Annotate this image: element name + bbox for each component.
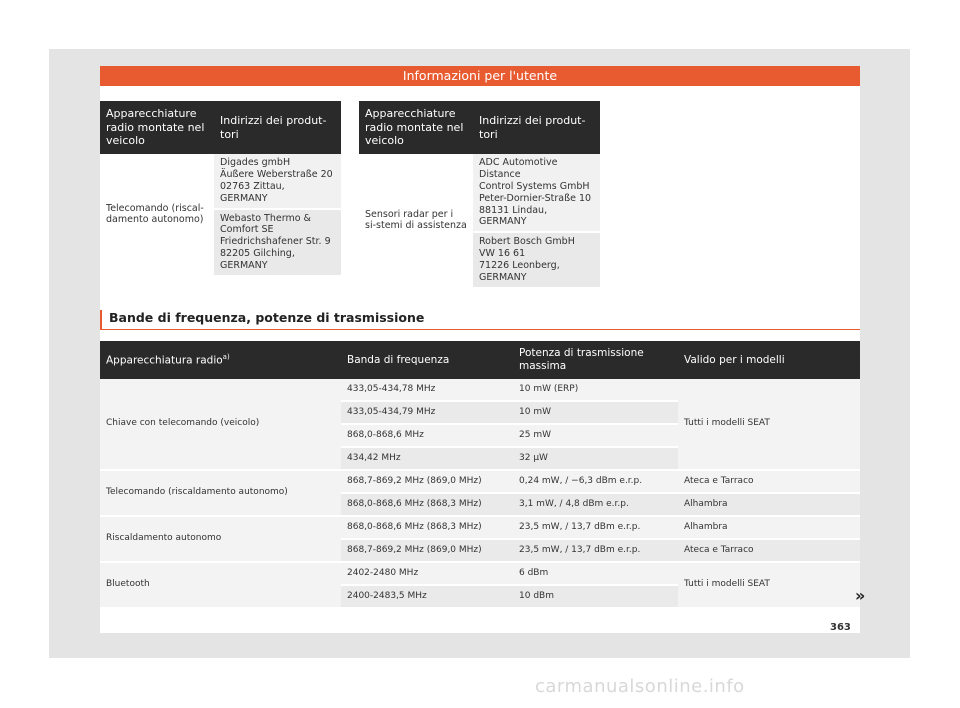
device-cell: Bluetooth <box>100 563 341 609</box>
continue-mark: » <box>855 586 866 605</box>
device-cell: Telecomando (riscaldamento autonomo) <box>100 471 341 517</box>
col-header-band: Banda di frequenza <box>341 341 513 379</box>
device-cell: Chiave con telecomando (veicolo) <box>100 379 341 471</box>
models-cell: Ateca e Tarraco <box>678 471 860 494</box>
col-header-device: Apparecchiature radio montate nel veicolo <box>100 101 214 154</box>
power-cell: 23,5 mW, / 13,7 dBm e.r.p. <box>513 517 678 540</box>
address-cell: Digades gmbH Äußere Weberstraße 20 02763 Zittau, GERMANY <box>214 154 341 210</box>
page-number: 363 <box>830 622 851 633</box>
table-row <box>100 471 860 494</box>
models-cell: Alhambra <box>678 494 860 517</box>
power-cell: 10 mW (ERP) <box>513 379 678 402</box>
table-row <box>100 379 860 402</box>
band-cell: 868,0-868,6 MHz <box>341 425 513 448</box>
section-title: Bande di frequenza, potenze di trasmissione <box>100 310 860 330</box>
col-header-device: Apparecchiature radio montate nel veicolo <box>359 101 473 154</box>
device-cell: Riscaldamento autonomo <box>100 517 341 563</box>
band-cell: 868,7-869,2 MHz (869,0 MHz) <box>341 540 513 563</box>
models-cell: Tutti i modelli SEAT <box>678 379 860 471</box>
band-cell: 868,7-869,2 MHz (869,0 MHz) <box>341 471 513 494</box>
device-cell: Sensori radar per i si-stemi di assistenza <box>359 154 473 289</box>
models-cell: Ateca e Tarraco <box>678 540 860 563</box>
band-cell: 434,42 MHz <box>341 448 513 471</box>
band-cell: 868,0-868,6 MHz (868,3 MHz) <box>341 494 513 517</box>
col-header-address: Indirizzi dei produt-tori <box>473 101 600 154</box>
address-cell: Webasto Thermo & Comfort SE Friedrichshafener Str. 9 82205 Gilching, GERMANY <box>214 210 341 277</box>
address-cell: Robert Bosch GmbH VW 16 61 71226 Leonberg, GERMANY <box>473 233 600 289</box>
band-cell: 2402-2480 MHz <box>341 563 513 586</box>
watermark: carmanualsonline.info <box>535 676 745 697</box>
frequency-table <box>100 341 860 609</box>
col-header-radio-device: Apparecchiatura radio$^{a)}$ <box>100 341 341 379</box>
table-row <box>100 563 860 586</box>
power-cell: 3,1 mW, / 4,8 dBm e.r.p. <box>513 494 678 517</box>
address-cell: ADC Automotive Distance Control Systems GmbH Peter-Dornier-Straße 10 88131 Lindau, GERMANY <box>473 154 600 233</box>
power-cell: 23,5 mW, / 13,7 dBm e.r.p. <box>513 540 678 563</box>
col-header-power: Potenza di trasmissione massima <box>513 341 678 379</box>
power-cell: 6 dBm <box>513 563 678 586</box>
col-header-address: Indirizzi dei produt-tori <box>214 101 341 154</box>
table-row <box>100 517 860 540</box>
power-cell: 10 dBm <box>513 586 678 609</box>
page-header: Informazioni per l'utente <box>100 66 860 86</box>
manufacturers-table-left <box>100 101 341 277</box>
band-cell: 433,05-434,79 MHz <box>341 402 513 425</box>
band-cell: 868,0-868,6 MHz (868,3 MHz) <box>341 517 513 540</box>
power-cell: 10 mW <box>513 402 678 425</box>
device-cell: Telecomando (riscal-damento autonomo) <box>100 154 214 277</box>
power-cell: 32 µW <box>513 448 678 471</box>
power-cell: 0,24 mW, / −6,3 dBm e.r.p. <box>513 471 678 494</box>
band-cell: 2400-2483,5 MHz <box>341 586 513 609</box>
col-header-models: Valido per i modelli <box>678 341 860 379</box>
power-cell: 25 mW <box>513 425 678 448</box>
footnote-mark: a) <box>222 352 230 361</box>
manufacturers-table-right <box>359 101 600 289</box>
models-cell: Alhambra <box>678 517 860 540</box>
band-cell: 433,05-434,78 MHz <box>341 379 513 402</box>
models-cell: Tutti i modelli SEAT <box>678 563 860 609</box>
